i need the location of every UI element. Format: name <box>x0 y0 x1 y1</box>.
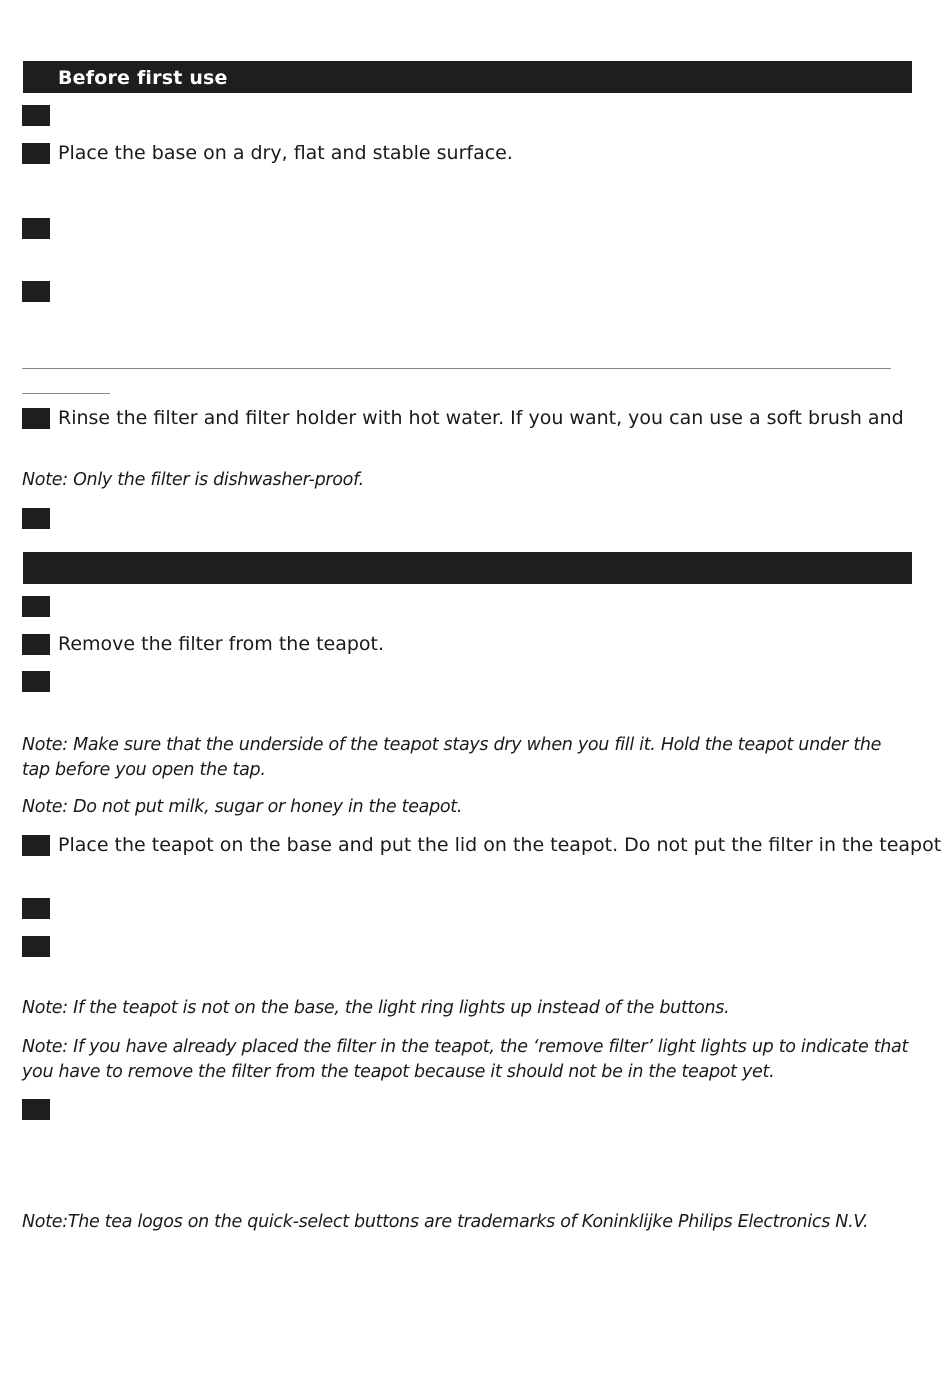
step-marker <box>22 1099 50 1120</box>
note-trademarks: Note:The tea logos on the quick-select buttons are trademarks of Koninklijke Philips Electronics N.V. <box>22 1212 869 1232</box>
divider-line <box>22 368 891 369</box>
step-marker <box>22 408 50 429</box>
step-marker <box>22 143 50 164</box>
step-marker <box>22 218 50 239</box>
step-marker <box>22 671 50 692</box>
section-header-before-first-use <box>23 61 912 93</box>
note-light-ring: Note: If the teapot is not on the base, the light ring lights up instead of the buttons. <box>22 998 730 1018</box>
step-marker <box>22 835 50 856</box>
section-title: Before first use <box>58 67 228 89</box>
step-marker <box>22 596 50 617</box>
step-marker <box>22 898 50 919</box>
section-header-2 <box>23 552 912 584</box>
step-marker <box>22 508 50 529</box>
note-dishwasher: Note: Only the filter is dishwasher-proof. <box>22 470 364 490</box>
step-rinse-filter-text: Rinse the filter and filter holder with hot water. If you want, you can use a soft brush and <box>58 407 904 429</box>
divider-line-short <box>22 393 110 394</box>
note-underside-dry: Note: Make sure that the underside of the teapot stays dry when you fill it. Hold the teapot under the tap before you open the tap. <box>22 735 882 780</box>
step-remove-filter-text: Remove the filter from the teapot. <box>58 633 385 655</box>
step-place-base-text: Place the base on a dry, flat and stable surface. <box>58 142 513 164</box>
step-marker <box>22 281 50 302</box>
step-marker <box>22 936 50 957</box>
step-place-teapot-text: Place the teapot on the base and put the lid on the teapot. Do not put the filter in the teapot <box>58 834 942 856</box>
step-marker <box>22 634 50 655</box>
note-remove-filter-light: Note: If you have already placed the filter in the teapot, the ‘remove filter’ light lights up to indicate that you have to remove the filter from the teapot because it should not be in the teapot yet. <box>22 1037 909 1082</box>
note-no-milk: Note: Do not put milk, sugar or honey in the teapot. <box>22 797 463 817</box>
step-marker <box>22 105 50 126</box>
